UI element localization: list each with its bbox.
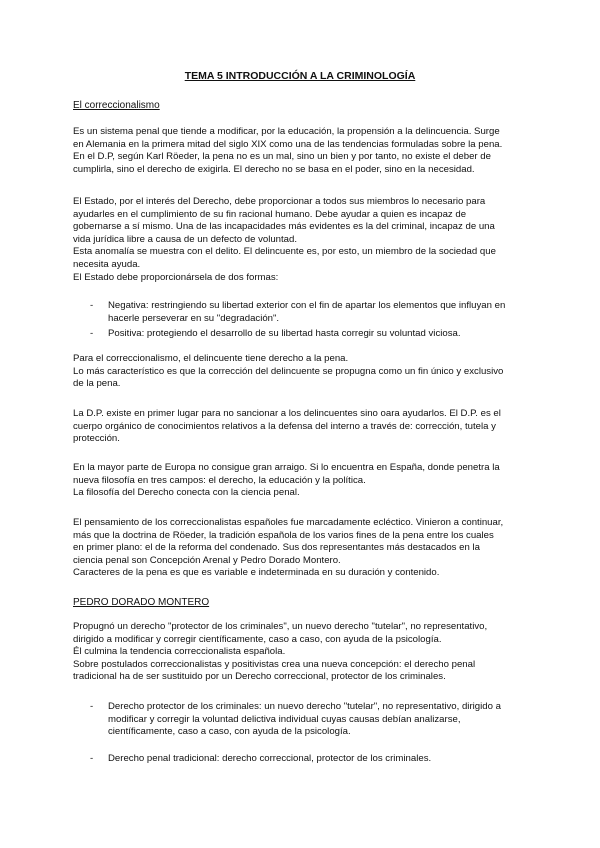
text-line: Negativa: restringiendo su libertad exterior con el fin de apartar los elementos que influyan en bbox=[108, 300, 506, 311]
list-item bbox=[90, 701, 535, 739]
list-item bbox=[90, 328, 535, 341]
text-line: vida jurídica libre a causa de un defecto de voluntad. bbox=[73, 233, 298, 245]
paragraph-6 bbox=[73, 517, 535, 580]
text-line: de la pena. bbox=[73, 378, 121, 390]
text-line: Lo más característico es que la corrección del delincuente se propugna como un fin único y exclusivo bbox=[73, 365, 504, 377]
list-item bbox=[90, 300, 535, 325]
text-line: modificar y corregir la voluntad delictiva individual cuyas causas debían analizarse, bbox=[108, 713, 461, 725]
text-line: Positiva: protegiendo el desarrollo de su libertad hasta corregir su voluntad viciosa. bbox=[108, 328, 461, 340]
bullet-dash: - bbox=[90, 328, 94, 340]
text-line: Esta anomalía se muestra con el delito. El delincuente es, por esto, un miembro de la sociedad que bbox=[73, 246, 496, 258]
bullet-list-forms bbox=[90, 300, 535, 344]
text-line: Caracteres de la pena es que es variable e indeterminada en su duración y contenido. bbox=[73, 567, 440, 579]
paragraph-3 bbox=[73, 353, 535, 391]
text-line: Para el correccionalismo, el delincuente tiene derecho a la pena. bbox=[73, 353, 349, 364]
text-line: científicamente, caso a caso, con ayuda de la psicología. bbox=[108, 726, 351, 738]
text-line: El Estado debe proporcionársela de dos formas: bbox=[73, 271, 279, 283]
bullet-dash: - bbox=[90, 753, 94, 764]
paragraph-4 bbox=[73, 408, 535, 446]
text-line: nueva filosofía en tres campos: el derecho, la educación y la política. bbox=[73, 474, 366, 486]
bullet-dash: - bbox=[90, 701, 94, 712]
text-line: Derecho penal tradicional: derecho correccional, protector de los criminales. bbox=[108, 753, 432, 764]
text-line: La filosofía del Derecho conecta con la ciencia penal. bbox=[73, 487, 300, 499]
text-line: ayudarles en el cumplimiento de su fin racional humano. Debe ayudar a quien es incapaz de bbox=[73, 208, 467, 220]
text-line: Sobre postulados correccionalistas y positivistas crea una nueva concepción: el derecho penal bbox=[73, 658, 476, 670]
list-item bbox=[90, 753, 535, 766]
text-line: cumplirla, sino el derecho de exigirla. El derecho no se basa en el poder, sino en la necesidad. bbox=[73, 163, 475, 175]
text-line: Él culmina la tendencia correccionalista española. bbox=[73, 646, 286, 658]
text-line: ciencia penal son Concepción Arenal y Pedro Dorado Montero. bbox=[73, 554, 341, 566]
section-heading-dorado-montero: PEDRO DORADO MONTERO bbox=[73, 597, 210, 608]
text-line: dirigido a modificar y corregir científicamente, caso a caso, con ayuda de la psicología. bbox=[73, 633, 442, 645]
text-line: Derecho protector de los criminales: un nuevo derecho "tutelar", no representativo, dirigido a bbox=[108, 701, 501, 712]
text-line: en primer plano: el de la reforma del condenado. Sus dos representantes más destacados en la bbox=[73, 542, 480, 554]
text-line: gobernarse a sí mismo. Una de las incapacidades más evidentes es la del criminal, incapaz de una bbox=[73, 221, 495, 233]
paragraph-2 bbox=[73, 196, 535, 284]
text-line: hacerle perseverar en su "degradación". bbox=[108, 312, 280, 324]
text-line: protección. bbox=[73, 433, 120, 445]
text-line: En la mayor parte de Europa no consigue gran arraigo. Si lo encuentra en España, donde penetra la bbox=[73, 462, 500, 473]
paragraph-5 bbox=[73, 462, 535, 500]
text-line: más que la doctrina de Röeder, la tradición española de los varios fines de la pena entre los cuales bbox=[73, 529, 494, 541]
section-heading-correccionalismo: El correccionalismo bbox=[73, 100, 160, 111]
text-line: tradicional ha de ser sustituido por un Derecho correccional, protector de los criminales. bbox=[73, 671, 446, 683]
paragraph-7 bbox=[73, 621, 535, 684]
paragraph-1 bbox=[73, 126, 535, 176]
text-line: en Alemania en la primera mitad del siglo XIX como una de las tendencias formuladas sobre la pena. bbox=[73, 138, 503, 150]
text-line: El pensamiento de los correccionalistas españoles fue marcadamente ecléctico. Vinieron a continuar, bbox=[73, 517, 504, 528]
text-line: La D.P. existe en primer lugar para no sancionar a los delincuentes sino oara ayudarlos. El D.P. es el bbox=[73, 408, 501, 419]
bullet-list-dorado-1 bbox=[90, 701, 535, 742]
document-title: TEMA 5 INTRODUCCIÓN A LA CRIMINOLOGÍA bbox=[184, 70, 416, 82]
text-line: El Estado, por el interés del Derecho, debe proporcionar a todos sus miembros lo necesario para bbox=[73, 196, 486, 207]
text-line: En el D.P, según Karl Röeder, la pena no es un mal, sino un bien y por tanto, no existe el deber de bbox=[73, 151, 491, 163]
text-line: necesita ayuda. bbox=[73, 258, 141, 270]
bullet-list-dorado-2 bbox=[90, 753, 535, 769]
bullet-dash: - bbox=[90, 300, 94, 311]
text-line: cuerpo orgánico de conocimientos relativos a la defensa del interno a través de: corrección, tutela y bbox=[73, 420, 496, 432]
text-line: Es un sistema penal que tiende a modificar, por la educación, la propensión a la delincuencia. Surge bbox=[73, 126, 500, 137]
text-line: Propugnó un derecho "protector de los criminales", un nuevo derecho "tutelar", no representativo, bbox=[73, 621, 488, 632]
